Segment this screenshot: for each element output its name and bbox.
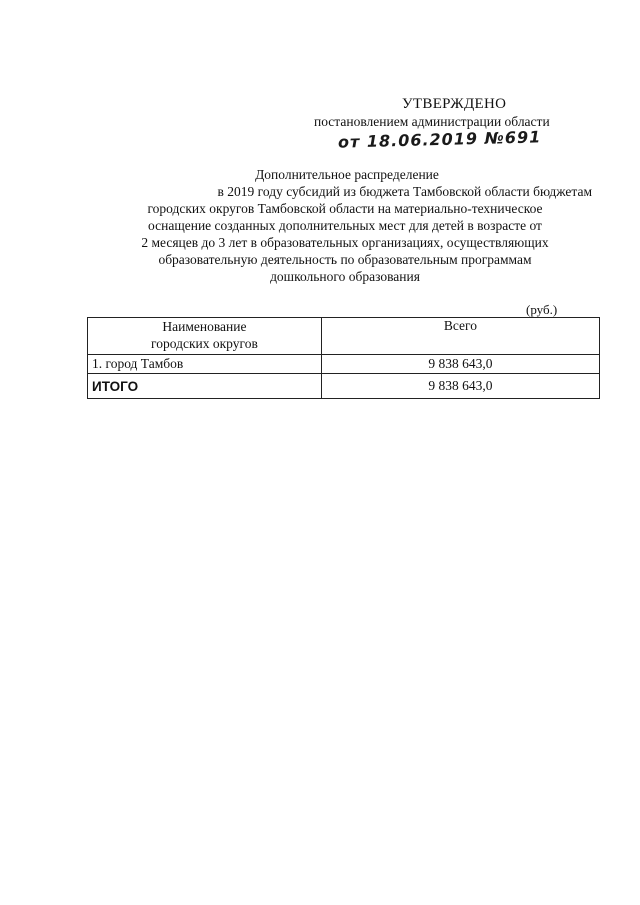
- title-line-6: образовательную деятельность по образовательным программам: [158, 252, 532, 267]
- title-line-7: дошкольного образования: [270, 269, 420, 284]
- header-total: Всего: [321, 318, 599, 355]
- row-total: 9 838 643,0: [321, 355, 599, 374]
- title-line-4: оснащение созданных дополнительных мест для детей в возрасте от: [148, 218, 542, 233]
- table-row: [88, 355, 600, 374]
- title-line-2: в 2019 году субсидий из бюджета Тамбовской области бюджетам: [217, 184, 592, 199]
- table-header-row: [88, 318, 600, 355]
- table-total-row: [88, 374, 600, 399]
- header-name-line-2: городских округов: [151, 336, 258, 351]
- header-name-line-1: Наименование: [162, 319, 247, 334]
- title-line-3: городских округов Тамбовской области на материально-техническое: [147, 201, 543, 216]
- document-title: [90, 166, 600, 285]
- approval-authority: постановлением администрации области: [314, 114, 550, 129]
- currency-unit: (руб.): [526, 302, 558, 317]
- title-line-1: Дополнительное распределение: [255, 167, 439, 182]
- row-name: 1. город Тамбов: [88, 355, 322, 374]
- title-line-5: 2 месяцев до 3 лет в образовательных организациях, осуществляющих: [141, 235, 549, 250]
- handwritten-date-number: от 18.06.2019 №691: [337, 127, 542, 152]
- header-name: [88, 318, 322, 355]
- distribution-table: [87, 317, 600, 399]
- total-label: ИТОГО: [88, 374, 322, 399]
- approval-stamp-title: УТВЕРЖДЕНО: [402, 96, 507, 112]
- total-value: 9 838 643,0: [321, 374, 599, 399]
